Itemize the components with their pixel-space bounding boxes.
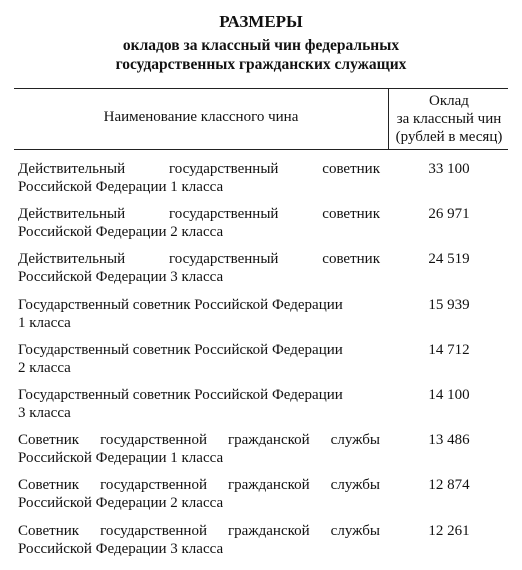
rank-name-word: советник [322,251,380,267]
rank-name-word: службы [330,477,380,493]
table-row [18,341,508,381]
rank-name-word: государственной [100,432,207,448]
salary-value: 14 100 [428,387,470,403]
rank-name [18,386,380,422]
table-row [18,431,508,471]
rank-name-word: службы [330,432,380,448]
rank-name-word: Действительный [18,161,126,177]
rank-name-line-2: Российской Федерации 3 класса [18,269,224,285]
rank-name-word: Государственный советник Российской Федерации [18,342,343,358]
rank-name-word: Советник [18,432,80,448]
table-row [18,160,508,200]
rank-name-line-1 [18,476,380,494]
rank-name-word: Советник [18,477,80,493]
rank-name [18,522,380,558]
rank-name-line-2: Российской Федерации 1 класса [18,179,224,195]
rank-name-line-1 [18,522,380,540]
rank-name-word: гражданской [227,432,310,448]
rank-name-line-1 [18,160,380,178]
rank-name-word: Действительный [18,206,126,222]
title-line-3: государственных гражданских служащих [115,56,407,73]
rank-name-word: государственный [168,206,279,222]
table-row [18,522,508,562]
rank-name-line-2: Российской Федерации 2 класса [18,224,224,240]
rank-name-word: гражданской [227,523,310,539]
salary-value: 13 486 [428,432,470,448]
salary-value: 15 939 [428,297,470,313]
rank-name-line-2: 2 класса [18,360,71,376]
rank-name-word: советник [322,206,380,222]
rank-name-word: Советник [18,523,80,539]
salary-value: 24 519 [428,251,470,267]
rank-name-line-1 [18,386,380,404]
column-header-name: Наименование классного чина [103,109,299,125]
rank-name-word: государственный [168,251,279,267]
table-top-rule [14,88,508,89]
rank-name-line-2: Российской Федерации 2 класса [18,495,224,511]
table-row [18,296,508,336]
rank-name-line-2: 3 класса [18,405,71,421]
rank-name-word: государственный [168,161,279,177]
rank-name-line-1 [18,431,380,449]
rank-name-word: государственной [100,523,207,539]
salary-value: 14 712 [428,342,470,358]
table-row [18,386,508,426]
rank-name [18,431,380,467]
rank-name [18,205,380,241]
rank-name [18,160,380,196]
rank-name [18,341,380,377]
rank-name-word: Действительный [18,251,126,267]
salary-header-line-2: за классный чин [396,111,502,127]
rank-name-line-1 [18,296,380,314]
rank-name [18,296,380,332]
rank-name-word: службы [330,523,380,539]
header-bottom-rule [14,149,508,150]
title-line-2: окладов за классный чин федеральных [122,37,400,54]
rank-name-line-1 [18,341,380,359]
rank-name-word: Государственный советник Российской Федерации [18,297,343,313]
table-row [18,205,508,245]
salary-value: 12 874 [428,477,470,493]
rank-name-word: Государственный советник Российской Федерации [18,387,343,403]
salary-value: 33 100 [428,161,470,177]
rank-name-word: государственной [100,477,207,493]
rank-name-line-2: Российской Федерации 1 класса [18,450,224,466]
table-row [18,250,508,290]
rank-name-word: гражданской [227,477,310,493]
salary-value: 26 971 [428,206,470,222]
salary-value: 12 261 [428,523,470,539]
salary-header-line-1: Оклад [429,93,469,109]
rank-name [18,250,380,286]
rank-name [18,476,380,512]
rank-name-line-2: Российской Федерации 3 класса [18,541,224,557]
table-row [18,476,508,516]
salary-header-line-3: (рублей в месяц) [395,129,503,145]
column-header-salary [389,92,509,146]
title-line-1: РАЗМЕРЫ [219,12,303,31]
rank-name-line-1 [18,205,380,223]
rank-name-word: советник [322,161,380,177]
rank-name-line-1 [18,250,380,268]
rank-name-line-2: 1 класса [18,315,71,331]
